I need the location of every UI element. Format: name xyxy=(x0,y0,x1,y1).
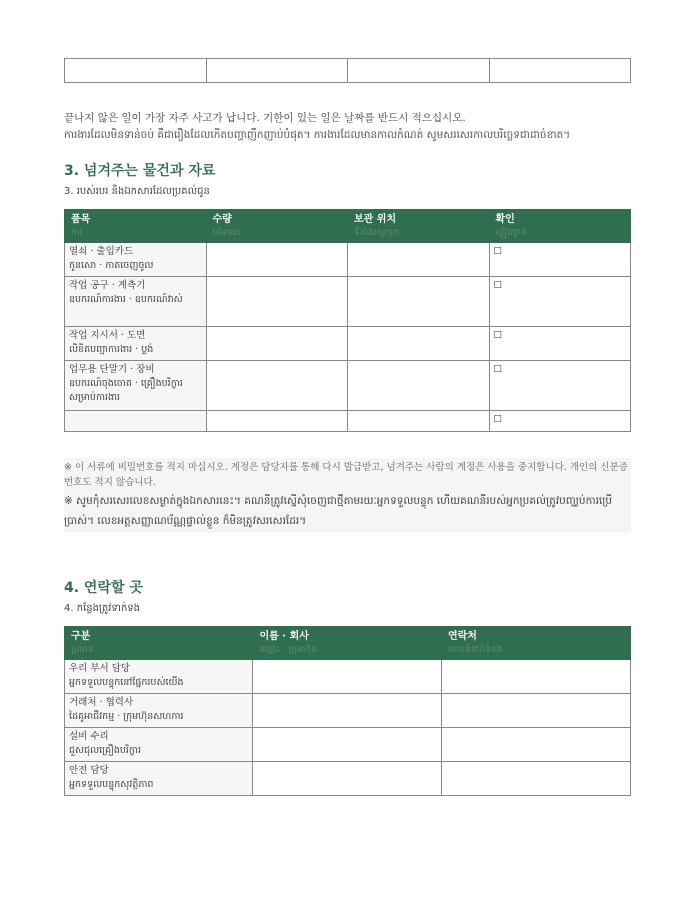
document-page xyxy=(64,58,631,796)
table-row xyxy=(65,660,631,694)
check-cell[interactable] xyxy=(489,411,631,432)
quantity-cell[interactable] xyxy=(206,361,348,411)
col-header-item: 품목 ការ xyxy=(65,210,207,243)
quantity-cell[interactable] xyxy=(206,277,348,327)
category-cell: 안전 담당 អ្នកទទួលបន្ទុកសុវត្ថិភាព xyxy=(65,762,253,796)
checkbox[interactable]: ☐ xyxy=(493,414,503,425)
item-cell[interactable] xyxy=(65,411,207,432)
deadline-note xyxy=(64,110,631,144)
item-cell: 업무용 단말기 · 장비 ឧបករណ៍ចុងចោត · គ្រឿងបរិក្ខារសម្រាប់ការងារ xyxy=(65,361,207,411)
section-title: 4. 연락할 곳 xyxy=(64,580,143,596)
password-warning-km: ※ សូមកុំសរសេរលេខសម្ងាត់ក្នុងឯកសារនេះ។ គណនីត្រូវស្នើសុំចេញជាថ្មីតាមរយៈអ្នកទទួលបន្ទុក ហើយគណនីរបស់អ្នកប្រគល់ត្រូវបញ្ឈប់ការប្រើប្រាស់។ លេខអត្តសញ្ញាណប័ណ្ណផ្ទាល់ខ្លួន ក៏មិនត្រូវសរសេរដែរ។ xyxy=(64,495,613,527)
location-cell[interactable] xyxy=(348,327,490,361)
table-row xyxy=(65,327,631,361)
table-row xyxy=(65,728,631,762)
section-contacts xyxy=(64,579,631,796)
table-row xyxy=(65,694,631,728)
item-cell: 작업 공구 · 계측기 ឧបករណ៍ការងារ · ឧបករណ៍វាស់ xyxy=(65,277,207,327)
location-cell[interactable] xyxy=(348,277,490,327)
table-cell[interactable] xyxy=(348,59,490,83)
table-row xyxy=(65,277,631,327)
contact-cell[interactable] xyxy=(441,762,630,796)
col-header-check: 확인 ផ្ទៀងផ្ទាត់ xyxy=(489,210,631,243)
item-cell: 작업 지시서 · 도면 លិខិតបញ្ជាការងារ · ប្លង់ xyxy=(65,327,207,361)
password-warning xyxy=(64,458,631,533)
checkbox[interactable]: ☐ xyxy=(493,246,503,257)
items-table xyxy=(64,209,631,432)
name-cell[interactable] xyxy=(253,694,441,728)
col-header-category: 구분 ប្រភេទ xyxy=(65,627,253,660)
category-cell: 우리 부서 담당 អ្នកទទួលបន្ទុកនៅផ្នែករបស់យើង xyxy=(65,660,253,694)
name-cell[interactable] xyxy=(253,762,441,796)
section-subtitle: 3. របស់របរ និងឯកសារដែលប្រគល់ជូន xyxy=(64,186,210,197)
table-cell[interactable] xyxy=(65,59,207,83)
col-header-location: 보관 위치 ទីតាំងរក្សាទុក xyxy=(348,210,490,243)
name-cell[interactable] xyxy=(253,660,441,694)
location-cell[interactable] xyxy=(348,411,490,432)
table-cell[interactable] xyxy=(206,59,348,83)
password-warning-ko: ※ 이 서류에 비밀번호를 적지 마십시오. 계정은 담당자를 통해 다시 발급받고, 넘겨주는 사람의 계정은 사용을 중지합니다. 개인의 신분증 번호도 적지 않습니다. xyxy=(64,462,628,488)
contact-cell[interactable] xyxy=(441,660,630,694)
table-cell[interactable] xyxy=(489,59,631,83)
item-cell: 열쇠 · 출입카드 កូនសោ · កាតចេញចូល xyxy=(65,243,207,277)
table-row xyxy=(65,59,631,83)
deadline-note-km: ការងារដែលមិនទាន់ចប់ គឺជារឿងដែលកើតបញ្ហាញឹកញាប់បំផុត។ ការងារដែលមានកាលកំណត់ សូមសរសេរកាលបរិច្ឆេទជាដាច់ខាត។ xyxy=(64,129,571,141)
table-row xyxy=(65,411,631,432)
table-row xyxy=(65,762,631,796)
quantity-cell[interactable] xyxy=(206,411,348,432)
checkbox[interactable]: ☐ xyxy=(493,280,503,291)
table-header-row xyxy=(65,210,631,243)
check-cell[interactable] xyxy=(489,243,631,277)
check-cell[interactable] xyxy=(489,327,631,361)
col-header-quantity: 수량 បរិមាណ xyxy=(206,210,348,243)
checkbox[interactable]: ☐ xyxy=(493,364,503,375)
table-header-row xyxy=(65,627,631,660)
col-header-name-company: 이름 · 회사 ឈ្មោះ · ក្រុមហ៊ុន xyxy=(253,627,441,660)
check-cell[interactable] xyxy=(489,361,631,411)
quantity-cell[interactable] xyxy=(206,327,348,361)
top-empty-table xyxy=(64,58,631,83)
location-cell[interactable] xyxy=(348,361,490,411)
quantity-cell[interactable] xyxy=(206,243,348,277)
name-cell[interactable] xyxy=(253,728,441,762)
check-cell[interactable] xyxy=(489,277,631,327)
checkbox[interactable]: ☐ xyxy=(493,330,503,341)
contacts-table xyxy=(64,626,631,796)
table-row xyxy=(65,361,631,411)
table-row xyxy=(65,243,631,277)
col-header-contact: 연락처 លេខទំនាក់ទំនង xyxy=(441,627,630,660)
deadline-note-ko: 끝나지 않은 일이 가장 자주 사고가 납니다. 기한이 있는 일은 날짜를 반드시 적으십시오. xyxy=(64,112,466,124)
contact-cell[interactable] xyxy=(441,694,630,728)
section-title: 3. 넘겨주는 물건과 자료 xyxy=(64,163,216,179)
section-subtitle: 4. កន្លែងត្រូវទាក់ទង xyxy=(64,603,141,614)
category-cell: 설비 수리 ជួសជុលគ្រឿងបរិក្ខារ xyxy=(65,728,253,762)
category-cell: 거래처 · 협력사 ដៃគូអាជីវកម្ម · ក្រុមហ៊ុនសហការ xyxy=(65,694,253,728)
section-handover-items xyxy=(64,162,631,432)
location-cell[interactable] xyxy=(348,243,490,277)
contact-cell[interactable] xyxy=(441,728,630,762)
